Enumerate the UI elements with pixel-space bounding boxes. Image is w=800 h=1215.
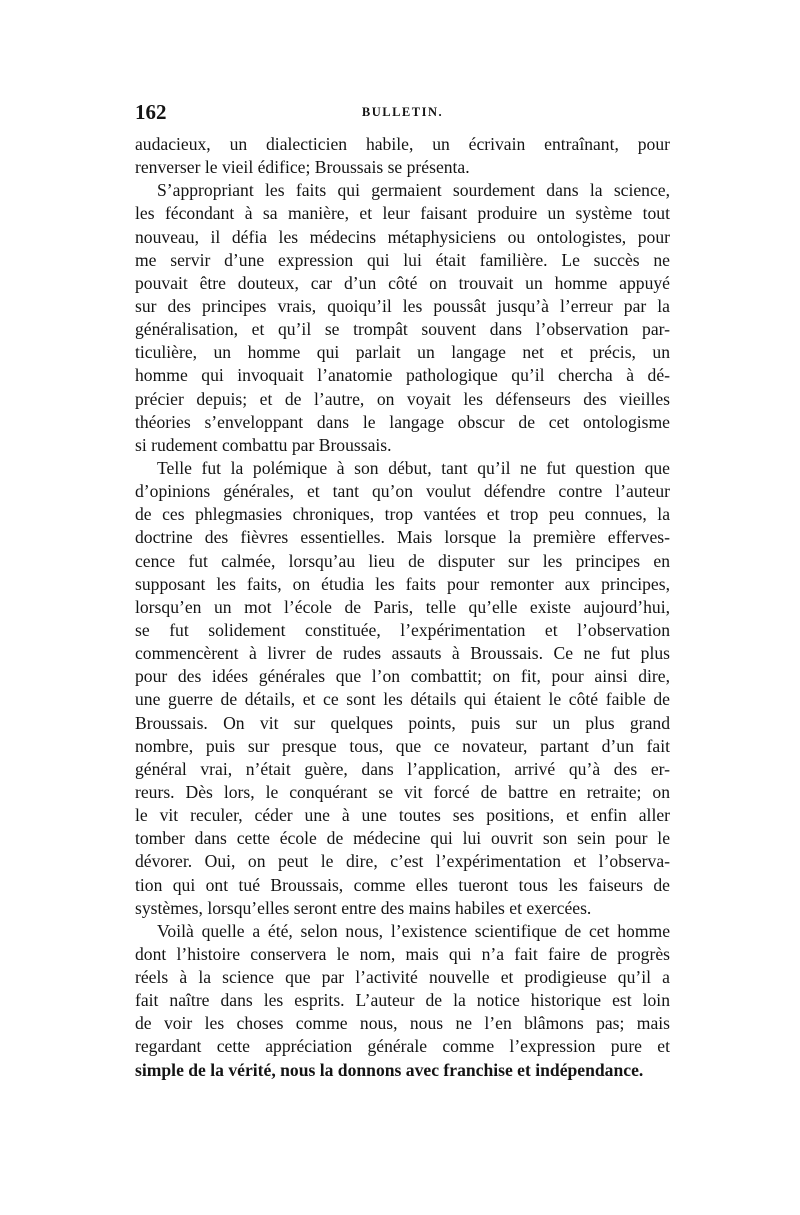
text-line: audacieux, un dialecticien habile, un écrivain entraînant, pour — [135, 134, 670, 154]
text-line: d’opinions générales, et tant qu’on voulut défendre contre l’auteur — [135, 481, 670, 502]
text-line: S’appropriant les faits qui germaient sourdement dans la science, — [157, 180, 670, 201]
text-line: Broussais. On vit sur quelques points, puis sur un plus grand — [135, 712, 670, 733]
text-line: supposant les faits, on étudia les faits pour remonter aux principes, — [135, 573, 670, 594]
text-line: tomber dans cette école de médecine qui lui ouvrit son sein pour le — [135, 828, 670, 849]
text-line: systèmes, lorsqu’elles seront entre des mains habiles et exercées. — [135, 897, 592, 918]
running-title: BULLETIN. — [361, 105, 444, 119]
text-line: simple de la vérité, nous la donnons avec franchise et indépendance. — [135, 1059, 644, 1080]
text-line: tion qui ont tué Broussais, comme elles tueront tous les faiseurs de — [135, 874, 670, 895]
text-line: nombre, puis sur presque tous, que ce novateur, partant d’un fait — [135, 735, 670, 756]
paragraph — [135, 133, 670, 179]
text-line: dont l’histoire conservera le nom, mais qui n’a fait faire de progrès — [135, 943, 670, 964]
text-line: général vrai, n’était guère, dans l’application, arrivé qu’à des er- — [135, 758, 670, 779]
text-line: regardant cette appréciation générale comme l’expression pure et — [135, 1036, 670, 1057]
text-line: cence fut calmée, lorsqu’au lieu de disputer sur les principes en — [135, 550, 670, 571]
paragraph — [135, 920, 670, 1082]
body-text — [135, 133, 670, 1082]
text-line: lorsqu’en un mot l’école de Paris, telle qu’elle existe aujourd’hui, — [135, 596, 670, 617]
text-line: de voir les choses comme nous, nous ne l’en blâmons pas; mais — [135, 1013, 670, 1034]
text-line: sur des principes vrais, quoiqu’il les poussât jusqu’à l’erreur par la — [135, 295, 670, 316]
text-line: réels à la science que par l’activité nouvelle et prodigieuse qu’il a — [135, 967, 670, 988]
text-line: pour des idées générales que l’on combattit; on fit, pour ainsi dire, — [135, 666, 670, 687]
text-line: dévorer. Oui, on peut le dire, c’est l’expérimentation et l’observa- — [135, 851, 670, 872]
text-line: de ces phlegmasies chroniques, trop vantées et trop peu connues, la — [135, 504, 670, 525]
text-line: généralisation, et qu’il se trompât souvent dans l’observation par- — [135, 319, 670, 340]
text-line: nouveau, il défia les médecins métaphysiciens ou ontologistes, pour — [135, 226, 670, 247]
text-line: ticulière, un homme qui parlait un langage net et précis, un — [135, 342, 670, 363]
paragraph — [135, 457, 670, 920]
text-line: reurs. Dès lors, le conquérant se vit forcé de battre en retraite; on — [135, 781, 670, 802]
text-line: Telle fut la polémique à son début, tant qu’il ne fut question que — [157, 457, 670, 478]
page-header — [135, 100, 670, 124]
text-line: homme qui invoquait l’anatomie pathologique qu’il chercha à dé- — [135, 365, 670, 386]
text-line: se fut solidement constituée, l’expérimentation et l’observation — [135, 619, 670, 640]
text-line: les fécondant à sa manière, et leur faisant produire un système tout — [135, 203, 670, 224]
text-line: renverser le vieil édifice; Broussais se présenta. — [135, 157, 470, 178]
text-line: fait naître dans les esprits. L’auteur de la notice historique est loin — [135, 990, 670, 1011]
text-line: si rudement combattu par Broussais. — [135, 434, 392, 455]
text-line: théories s’enveloppant dans le langage obscur de cet ontologisme — [135, 411, 670, 432]
text-line: une guerre de détails, et ce sont les détails qui étaient le côté faible de — [135, 689, 670, 710]
text-line: pouvait être douteux, car d’un côté on trouvait un homme appuyé — [135, 272, 670, 293]
text-line: me servir d’une expression qui lui était familière. Le succès ne — [135, 249, 670, 270]
page-number: 162 — [135, 100, 167, 124]
text-line: précier depuis; et de l’autre, on voyait les défenseurs des vieilles — [135, 388, 670, 409]
text-line: doctrine des fièvres essentielles. Mais lorsque la première efferves- — [135, 527, 670, 548]
text-line: commencèrent à livrer de rudes assauts à Broussais. Ce ne fut plus — [135, 643, 670, 664]
text-line: le vit reculer, céder une à une toutes ses positions, et enfin aller — [135, 805, 670, 826]
text-line: Voilà quelle a été, selon nous, l’existence scientifique de cet homme — [157, 920, 670, 941]
paragraph — [135, 179, 670, 457]
